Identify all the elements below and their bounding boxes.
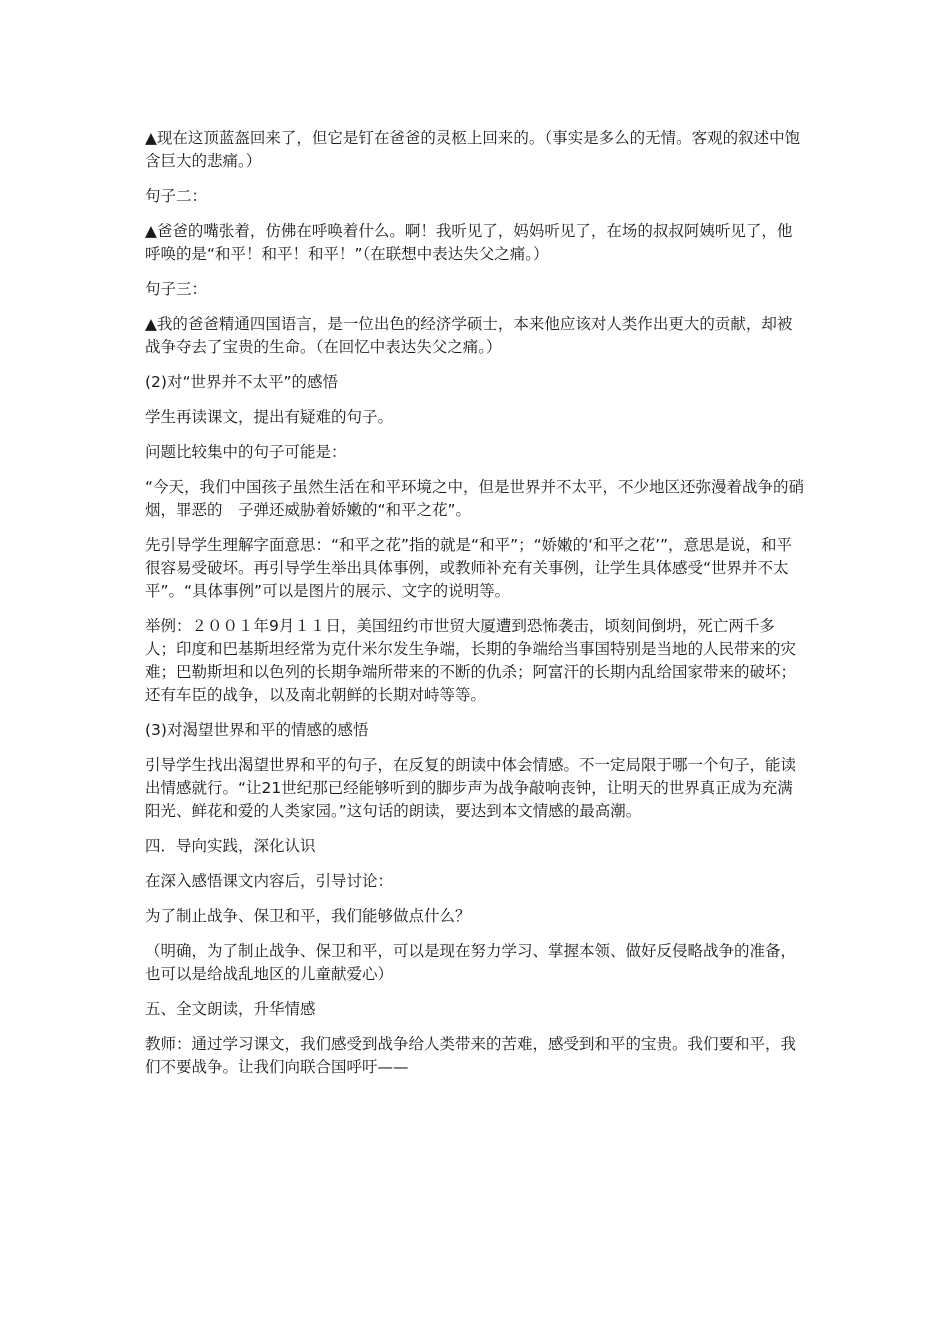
section-heading-full-reading: 五、全文朗读，升华情感 [145,1000,316,1018]
paragraph-sentence-two-label: 句子二： [145,187,208,205]
paragraph-sentence-two-quote: ▲爸爸的嘴张着，仿佛在呼唤着什么。啊！我听见了，妈妈听见了，在场的叔叔阿姨听见了，他呼唤的是“和平！和平！和平！”（在联想中表达失父之痛。） [145,222,793,263]
section-heading-practice: 四．导向实践，深化认识 [145,837,316,855]
section-heading-longing-for-peace: (3)对渴望世界和平的情感的感悟 [145,721,369,739]
paragraph-discussion-question: 为了制止战争、保卫和平，我们能够做点什么？ [145,907,471,925]
paragraph-guidance: 先引导学生理解字面意思：“和平之花”指的就是“和平”；“娇嫩的‘和平之花’”，意思是说，和平很容易受破坏。再引导学生举出具体事例，或教师补充有关事例，让学生具体感受“世界并不太平”。“具体事例”可以是图片的展示、文字的说明等。 [145,536,793,600]
section-heading-world-not-peaceful: (2)对“世界并不太平”的感悟 [145,373,339,391]
paragraph-sentence-three-label: 句子三： [145,280,208,298]
paragraph-teacher-closing: 教师：通过学习课文，我们感受到战争给人类带来的苦难，感受到和平的宝贵。我们要和平，我们不要战争。让我们向联合国呼吁—— [145,1035,797,1076]
paragraph-focus-sentence-intro: 问题比较集中的句子可能是： [145,443,347,461]
paragraph-discussion-answer: （明确，为了制止战争、保卫和平，可以是现在努力学习、掌握本领、做好反侵略战争的准备，也可以是给战乱地区的儿童献爱心） [145,942,797,983]
paragraph-sentence-one-quote: ▲现在这顶蓝盔回来了，但它是钉在爸爸的灵柩上回来的。（事实是多么的无情。客观的叙述中饱含巨大的悲痛。） [145,129,801,170]
document-page [145,127,805,1091]
paragraph-discussion-intro: 在深入感悟课文内容后，引导讨论： [145,872,394,890]
paragraph-reread: 学生再读课文，提出有疑难的句子。 [145,408,394,426]
paragraph-reading-emotion: 引导学生找出渴望世界和平的句子，在反复的朗读中体会情感。不一定局限于哪一个句子，能读出情感就行。“让21世纪那已经能够听到的脚步声为战争敲响丧钟，让明天的世界真正成为充满阳光、鲜花和爱的人类家园。”这句话的朗读，要达到本文情感的最高潮。 [145,756,797,820]
paragraph-examples: 举例：２００１年9月１１日，美国纽约市世贸大厦遭到恐怖袭击，顷刻间倒坍，死亡两千多人；印度和巴基斯坦经常为克什米尔发生争端，长期的争端给当事国特别是当地的人民带来的灾难；巴勒斯坦和以色列的长期争端所带来的不断的仇杀；阿富汗的长期内乱给国家带来的破坏；还有车臣的战争，以及南北朝鲜的长期对峙等等。 [145,617,797,704]
paragraph-focus-sentence: “今天，我们中国孩子虽然生活在和平环境之中，但是世界并不太平，不少地区还弥漫着战争的硝烟，罪恶的 子弹还威胁着娇嫩的“和平之花”。 [145,478,805,519]
paragraph-sentence-three-quote: ▲我的爸爸精通四国语言，是一位出色的经济学硕士，本来他应该对人类作出更大的贡献，却被战争夺去了宝贵的生命。（在回忆中表达失父之痛。） [145,315,793,356]
